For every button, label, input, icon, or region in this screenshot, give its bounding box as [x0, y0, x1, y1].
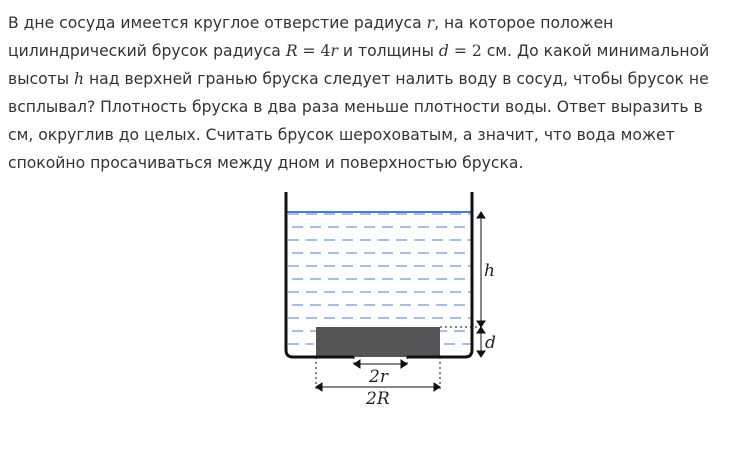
label-2r: 2r [369, 367, 388, 387]
text-segment: и толщины [337, 42, 439, 60]
math-eq: = 4 [297, 42, 331, 60]
block [316, 327, 440, 357]
math-eq: = 2 [448, 42, 482, 60]
math-r: r [330, 42, 338, 60]
label-h: h [484, 261, 495, 281]
problem-paragraph [8, 9, 730, 177]
math-d: d [438, 42, 449, 60]
text-segment: В дне сосуда имеется круглое отверстие радиуса [8, 14, 427, 32]
vessel-diagram [270, 190, 510, 420]
text-segment: см. До какой минимальной высоты [8, 42, 710, 88]
text-segment: , на которое положен цилиндрический брусок радиуса [8, 14, 614, 60]
math-h: h [73, 70, 85, 88]
math-r: r [426, 14, 435, 32]
dimension-d [477, 327, 485, 357]
water-dashes [288, 214, 472, 344]
label-d: d [485, 333, 496, 353]
label-2R: 2R [366, 389, 390, 409]
math-R: R [285, 42, 298, 60]
text-segment: над верхней гранью бруска следует налить воду в сосуд, чтобы брусок не всплывал? Плотность бруска в два раза меньше плотности воды. Ответ выразить в см, округлив до целых. Считать брусок шероховатым, а значит, что вода может спокойно просачиваться между дном и поверхностью бруска. [8, 70, 709, 172]
problem-text [8, 9, 730, 177]
